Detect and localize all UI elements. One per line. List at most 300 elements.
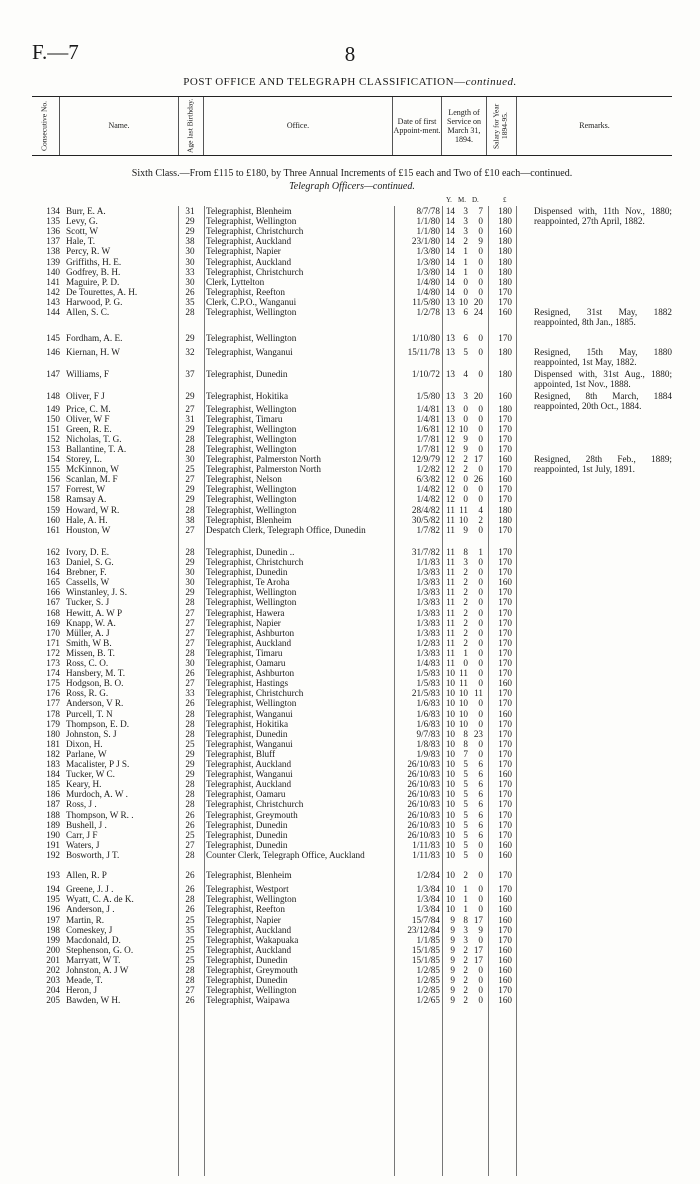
cell-y: 14 (445, 206, 455, 216)
cell-no: 137 (46, 236, 60, 247)
cell-name: Hale, T. (66, 236, 95, 247)
cell-age: 29 (185, 391, 195, 402)
cell-y: 11 (446, 607, 455, 618)
cell-sal: 170 (498, 607, 512, 618)
cell-d: 0 (478, 567, 483, 578)
cell-sal: 180 (498, 266, 512, 277)
cell-name: Ramsay A. (66, 494, 107, 505)
cell-rem: Resigned, 15th May, 1880 reappointed, 1st May, 1882. (534, 347, 672, 368)
cell-no: 188 (46, 809, 60, 820)
cell-no: 146 (46, 347, 60, 358)
cell-office: Telegraphist, Auckland (206, 236, 292, 247)
cell-no: 163 (46, 557, 60, 567)
cell-age: 28 (185, 597, 195, 608)
cell-y: 9 (450, 995, 455, 1006)
cell-no: 185 (46, 779, 60, 790)
cell-office: Counter Clerk, Telegraph Office, Auckland (206, 849, 365, 860)
cell-y: 10 (445, 738, 455, 749)
cell-d: 0 (478, 965, 483, 975)
cell-no: 162 (46, 546, 60, 557)
cell-sal: 180 (498, 369, 512, 380)
cell-sal: 170 (498, 443, 512, 454)
cell-y: 11 (446, 524, 455, 535)
cell-office: Telegraphist, Blenheim (206, 514, 292, 525)
cell-sal: 160 (498, 849, 512, 860)
cell-office: Telegraphist, Wellington (206, 307, 297, 317)
cell-age: 28 (185, 504, 195, 515)
cell-d: 0 (478, 870, 483, 881)
cell-y: 10 (445, 688, 455, 699)
cell-date: 1/2/65 (416, 995, 440, 1006)
cell-office: Telegraphist, Dunedin .. (206, 546, 295, 557)
cell-m: 1 (463, 647, 468, 658)
cell-name: Macdonald, D. (66, 934, 121, 945)
cell-office: Telegraphist, Wellington (206, 494, 297, 505)
cell-m: 5 (463, 759, 468, 769)
cell-office: Telegraphist, Palmerston North (206, 454, 321, 464)
cell-d: 0 (478, 256, 483, 267)
cell-office: Telegraphist, Wanganui (206, 769, 293, 780)
cell-date: 1/6/83 (416, 698, 440, 709)
cell-d: 0 (478, 403, 483, 414)
cell-sal: 180 (498, 236, 512, 247)
cell-sal: 160 (498, 894, 512, 905)
cell-office: Telegraphist, Wanganui (206, 708, 293, 719)
cell-sal: 180 (498, 276, 512, 287)
cell-date: 1/5/83 (416, 668, 440, 679)
cell-sal: 160 (498, 678, 512, 689)
cell-age: 29 (185, 557, 195, 567)
cell-y: 14 (445, 286, 455, 297)
cell-no: 186 (46, 789, 60, 800)
cell-sal: 160 (498, 226, 512, 237)
cell-y: 12 (445, 494, 455, 505)
cell-age: 31 (185, 413, 195, 424)
cell-age: 28 (185, 779, 195, 790)
cell-name: Meade, T. (66, 975, 103, 986)
cell-name: Daniel, S. G. (66, 557, 114, 567)
cell-date: 26/10/83 (407, 809, 440, 820)
class-heading: Sixth Class.—From £115 to £180, by Three Annual Increments of £15 each and Two of £10 each—continued. (131, 168, 573, 179)
cell-age: 27 (185, 607, 195, 618)
cell-sal: 170 (498, 627, 512, 638)
cell-office: Telegraphist, Nelson (206, 474, 282, 485)
cell-d: 0 (478, 216, 483, 227)
cell-date: 26/10/83 (407, 819, 440, 830)
cell-m: 1 (463, 894, 468, 905)
cell-m: 0 (463, 658, 468, 668)
cell-date: 26/10/83 (407, 789, 440, 800)
cell-age: 29 (185, 226, 195, 237)
cell-d: 0 (478, 557, 483, 567)
cell-office: Telegraphist, Oamaru (206, 789, 286, 800)
cell-office: Telegraphist, Hokitika (206, 391, 289, 402)
cell-age: 25 (185, 934, 195, 945)
cell-d: 0 (478, 266, 483, 277)
cell-no: 157 (46, 484, 60, 495)
cell-date: 1/10/72 (411, 369, 440, 380)
cell-name: Keary, H. (66, 779, 102, 790)
cell-sal: 160 (498, 995, 512, 1006)
cell-age: 28 (185, 443, 195, 454)
cell-age: 30 (185, 276, 195, 287)
cell-office: Telegraphist, Hokitika (206, 718, 289, 729)
cell-sal: 170 (498, 779, 512, 790)
cell-name: Anderson, J . (66, 904, 115, 915)
cell-m: 5 (463, 829, 468, 840)
cell-office: Telegraphist, Dunedin (206, 829, 288, 840)
cell-office: Telegraphist, Christchurch (206, 266, 304, 277)
cell-sal: 170 (498, 884, 512, 895)
cell-office: Telegraphist, Wellington (206, 423, 297, 434)
cell-name: Anderson, V R. (66, 698, 124, 709)
cell-name: Price, C. M. (66, 403, 111, 414)
cell-d: 0 (478, 607, 483, 618)
page-number: 8 (344, 42, 356, 66)
cell-d: 0 (478, 597, 483, 608)
cell-sal: 160 (498, 708, 512, 719)
cell-age: 25 (185, 829, 195, 840)
cell-age: 29 (185, 587, 195, 598)
cell-date: 1/4/80 (416, 286, 440, 297)
cell-d: 0 (478, 433, 483, 444)
cell-date: 1/3/83 (416, 647, 440, 658)
cell-m: 11 (459, 504, 468, 515)
cell-name: Johnston, A. J W (66, 965, 129, 975)
cell-office: Telegraphist, Wellington (206, 433, 297, 444)
cell-age: 30 (185, 567, 195, 578)
cell-y: 11 (446, 514, 455, 525)
cell-sal: 170 (498, 433, 512, 444)
cell-name: Allen, S. C. (66, 307, 110, 317)
cell-d: 0 (478, 698, 483, 709)
cell-y: 12 (445, 443, 455, 454)
cell-date: 15/7/84 (411, 914, 440, 925)
cell-name: Waters, J (66, 839, 100, 850)
cell-age: 27 (185, 617, 195, 628)
cell-age: 27 (185, 403, 195, 414)
cell-m: 2 (463, 464, 468, 475)
cell-d: 17 (473, 954, 483, 965)
cell-name: Greene, J. J . (66, 884, 114, 895)
cell-age: 28 (185, 975, 195, 986)
cell-y: 11 (446, 504, 455, 515)
cell-sal: 180 (498, 216, 512, 227)
cell-d: 9 (478, 236, 483, 247)
cell-m: 3 (463, 934, 468, 945)
cell-y: 13 (445, 403, 455, 414)
cell-no: 159 (46, 504, 60, 515)
cell-m: 5 (463, 819, 468, 830)
cell-date: 1/10/80 (411, 333, 440, 344)
cell-age: 28 (185, 307, 195, 317)
cell-y: 10 (445, 668, 455, 679)
cell-m: 5 (463, 809, 468, 820)
unit-pound: £ (503, 196, 507, 204)
cell-name: Nicholas, T. G. (66, 433, 122, 444)
cell-date: 21/5/83 (411, 688, 440, 699)
cell-name: Oliver, F J (66, 391, 105, 402)
cell-m: 2 (463, 975, 468, 986)
cell-m: 3 (463, 391, 468, 402)
cell-d: 24 (473, 307, 483, 317)
cell-age: 28 (185, 894, 195, 905)
cell-name: Purcell, T. N (66, 708, 113, 719)
cell-office: Telegraphist, Greymouth (206, 809, 298, 820)
cell-age: 26 (185, 668, 195, 679)
cell-age: 28 (185, 433, 195, 444)
cell-age: 38 (185, 236, 195, 247)
cell-no: 164 (46, 567, 60, 578)
cell-age: 29 (185, 748, 195, 759)
cell-y: 14 (445, 266, 455, 277)
cell-name: McKinnon, W (66, 464, 119, 475)
cell-y: 11 (446, 658, 455, 668)
cell-date: 1/5/83 (416, 678, 440, 689)
cell-sal: 170 (498, 413, 512, 424)
cell-sal: 170 (498, 789, 512, 800)
cell-no: 145 (46, 333, 60, 344)
cell-d: 0 (478, 627, 483, 638)
cell-date: 6/3/82 (416, 474, 440, 485)
cell-office: Telegraphist, Blenheim (206, 870, 292, 881)
cell-age: 25 (185, 738, 195, 749)
cell-date: 1/4/80 (416, 276, 440, 287)
cell-date: 1/3/80 (416, 246, 440, 257)
cell-m: 11 (459, 678, 468, 689)
cell-office: Telegraphist, Christchurch (206, 688, 304, 699)
cell-m: 2 (463, 236, 468, 247)
cell-d: 0 (478, 839, 483, 850)
cell-d: 0 (478, 995, 483, 1006)
cell-age: 33 (185, 688, 195, 699)
cell-y: 11 (446, 567, 455, 578)
cell-no: 156 (46, 474, 60, 485)
cell-sal: 170 (498, 464, 512, 475)
cell-office: Telegraphist, Westport (206, 884, 289, 895)
cell-name: Müller, A. J (66, 627, 110, 638)
cell-sal: 170 (498, 934, 512, 945)
cell-m: 8 (463, 914, 468, 925)
cell-age: 29 (185, 494, 195, 505)
cell-d: 6 (478, 759, 483, 769)
cell-office: Telegraphist, Oamaru (206, 658, 286, 668)
cell-name: Carr, J F (66, 829, 98, 840)
cell-age: 30 (185, 658, 195, 668)
cell-date: 1/7/81 (416, 443, 440, 454)
cell-y: 9 (450, 914, 455, 925)
cell-no: 134 (46, 206, 60, 216)
cell-age: 38 (185, 514, 195, 525)
header-date: Date of first Appoint-ment. (393, 116, 441, 135)
cell-age: 27 (185, 985, 195, 996)
cell-y: 14 (445, 246, 455, 257)
cell-no: 155 (46, 464, 60, 475)
cell-office: Telegraphist, Wellington (206, 894, 297, 905)
cell-date: 8/7/78 (416, 206, 440, 216)
cell-no: 152 (46, 433, 60, 444)
cell-name: Missen, B. T. (66, 647, 115, 658)
cell-no: 175 (46, 678, 60, 689)
cell-m: 2 (463, 637, 468, 648)
cell-name: Hale, A. H. (66, 514, 108, 525)
cell-sal: 170 (498, 617, 512, 628)
cell-sal: 170 (498, 698, 512, 709)
cell-d: 0 (478, 738, 483, 749)
cell-no: 179 (46, 718, 60, 729)
cell-sal: 170 (498, 809, 512, 820)
cell-office: Telegraphist, Dunedin (206, 567, 288, 578)
cell-y: 10 (445, 894, 455, 905)
cell-name: Hansbery, M. T. (66, 668, 126, 679)
cell-name: Burr, E. A. (66, 206, 106, 216)
cell-no: 139 (46, 256, 60, 267)
cell-name: Bawden, W H. (66, 995, 121, 1006)
cell-age: 28 (185, 789, 195, 800)
cell-y: 10 (445, 870, 455, 881)
cell-name: Hewitt, A. W P (66, 607, 123, 618)
cell-age: 28 (185, 718, 195, 729)
cell-y: 11 (446, 617, 455, 628)
cell-office: Telegraphist, Wellington (206, 504, 297, 515)
cell-y: 13 (445, 391, 455, 402)
cell-m: 1 (463, 256, 468, 267)
cell-office: Telegraphist, Dunedin (206, 975, 288, 986)
cell-age: 32 (185, 347, 195, 358)
cell-name: Ross, C. O. (66, 658, 109, 668)
cell-office: Telegraphist, Ashburton (206, 627, 295, 638)
cell-sal: 170 (498, 567, 512, 578)
cell-office: Telegraphist, Wellington (206, 698, 297, 709)
cell-m: 2 (463, 454, 468, 464)
cell-sal: 170 (498, 647, 512, 658)
cell-sal: 170 (498, 546, 512, 557)
cell-m: 8 (463, 546, 468, 557)
cell-d: 0 (478, 494, 483, 505)
cell-date: 31/7/82 (411, 546, 440, 557)
cell-m: 10 (458, 514, 468, 525)
cell-date: 1/7/81 (416, 433, 440, 444)
cell-y: 11 (446, 627, 455, 638)
cell-m: 10 (458, 296, 468, 307)
cell-date: 1/2/85 (416, 975, 440, 986)
cell-name: Stephenson, G. O. (66, 944, 134, 955)
cell-sal: 180 (498, 514, 512, 525)
cell-office: Telegraphist, Wanganui (206, 347, 293, 358)
cell-date: 1/3/80 (416, 266, 440, 277)
cell-no: 196 (46, 904, 60, 915)
cell-office: Telegraphist, Ashburton (206, 668, 295, 679)
cell-name: Marryatt, W T. (66, 954, 121, 965)
cell-date: 15/11/78 (407, 347, 440, 358)
cell-no: 167 (46, 597, 60, 608)
cell-name: Storey, L. (66, 454, 102, 464)
cell-date: 26/10/83 (407, 759, 440, 769)
cell-no: 150 (46, 413, 60, 424)
cell-d: 0 (478, 484, 483, 495)
header-no: Consecutive No. (39, 101, 49, 151)
cell-name: Oliver, W F (66, 413, 110, 424)
cell-d: 0 (478, 658, 483, 668)
cell-no: 149 (46, 403, 60, 414)
cell-name: Kiernan, H. W (66, 347, 120, 358)
cell-sal: 170 (498, 924, 512, 935)
cell-no: 160 (46, 514, 60, 525)
cell-age: 27 (185, 524, 195, 535)
cell-y: 10 (445, 759, 455, 769)
cell-d: 17 (473, 914, 483, 925)
cell-y: 12 (445, 454, 455, 464)
cell-age: 26 (185, 884, 195, 895)
cell-name: Fordham, A. E. (66, 333, 123, 344)
cell-d: 0 (478, 718, 483, 729)
cell-date: 26/10/83 (407, 829, 440, 840)
cell-office: Telegraphist, Hawera (206, 607, 285, 618)
cell-m: 0 (463, 413, 468, 424)
cell-d: 0 (478, 708, 483, 719)
cell-m: 5 (463, 799, 468, 810)
cell-m: 5 (463, 347, 468, 358)
cell-no: 142 (46, 286, 60, 297)
cell-name: Griffiths, H. E. (66, 256, 122, 267)
cell-m: 2 (463, 985, 468, 996)
cell-d: 0 (478, 587, 483, 598)
cell-age: 27 (185, 627, 195, 638)
cell-sal: 180 (498, 206, 512, 216)
cell-m: 2 (463, 965, 468, 975)
cell-name: Tucker, W C. (66, 769, 115, 780)
cell-office: Telegraphist, Wellington (206, 597, 297, 608)
cell-y: 12 (445, 433, 455, 444)
cell-name: Scanlan, M. F (66, 474, 118, 485)
cell-d: 0 (478, 985, 483, 996)
cell-no: 140 (46, 266, 60, 277)
cell-y: 10 (445, 839, 455, 850)
cell-name: Thompson, W R. . (66, 809, 134, 820)
cell-age: 27 (185, 839, 195, 850)
cell-no: 138 (46, 246, 60, 257)
cell-age: 26 (185, 819, 195, 830)
cell-m: 2 (463, 597, 468, 608)
cell-d: 0 (478, 423, 483, 434)
cell-office: Telegraphist, Wanganui (206, 738, 293, 749)
cell-m: 10 (458, 708, 468, 719)
cell-d: 1 (478, 546, 483, 557)
cell-y: 14 (445, 236, 455, 247)
cell-date: 15/1/85 (411, 954, 440, 965)
cell-name: Green, R. E. (66, 423, 112, 434)
cell-d: 0 (478, 333, 483, 344)
cell-office: Telegraphist, Dunedin (206, 728, 288, 739)
cell-m: 1 (463, 266, 468, 277)
cell-office: Telegraphist, Wellington (206, 216, 297, 227)
cell-name: Ballantine, T. A. (66, 443, 127, 454)
cell-m: 9 (463, 443, 468, 454)
subheading (32, 181, 672, 192)
cell-office: Telegraphist, Auckland (206, 759, 292, 769)
cell-y: 10 (445, 728, 455, 739)
cell-office: Telegraphist, Reefton (206, 904, 285, 915)
cell-d: 0 (478, 524, 483, 535)
cell-d: 0 (478, 413, 483, 424)
cell-sal: 160 (498, 904, 512, 915)
cell-age: 29 (185, 423, 195, 434)
cell-d: 0 (478, 226, 483, 237)
cell-name: Johnston, S. J (66, 728, 117, 739)
cell-date: 23/1/80 (411, 236, 440, 247)
cell-y: 12 (445, 484, 455, 495)
cell-date: 1/3/84 (416, 904, 440, 915)
